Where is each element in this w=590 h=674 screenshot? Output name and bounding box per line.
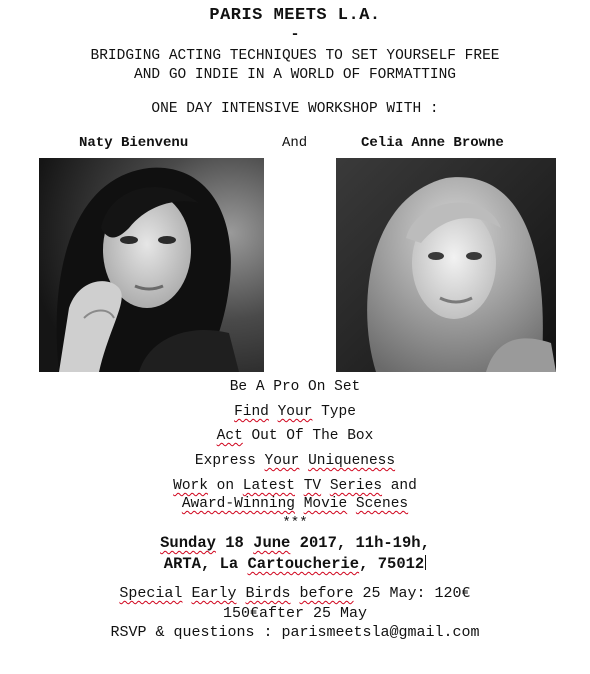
topic-text	[295, 496, 304, 512]
instructor-name-left: Naty Bienvenu	[79, 135, 189, 151]
topic-text: Series	[329, 478, 383, 494]
subtitle-line-1: BRIDGING ACTING TECHNIQUES TO SET YOURSELF FREE	[90, 48, 500, 64]
portrait-left-illustration	[39, 158, 264, 372]
topic-text: Type	[312, 404, 356, 420]
price-text: Special	[119, 585, 183, 602]
title-dash: -	[290, 26, 300, 43]
early-bird-price	[0, 585, 590, 602]
workshop-line: ONE DAY INTENSIVE WORKSHOP WITH :	[151, 101, 439, 117]
topic-text: Award-Winning	[181, 496, 295, 512]
event-date	[0, 534, 590, 552]
and-label: And	[282, 135, 308, 151]
portrait-photo-right	[336, 158, 556, 372]
event-text: 2017, 11h-19h,	[290, 534, 430, 552]
topic-movie-scenes	[0, 496, 590, 512]
topic-find-your-type	[0, 404, 590, 420]
topic-text	[299, 453, 308, 469]
poster-title: PARIS MEETS L.A.	[209, 6, 381, 25]
text-cursor	[425, 555, 426, 570]
price-text: Birds	[245, 585, 291, 602]
topic-text	[295, 478, 304, 494]
price-text: 25 May: 120€	[353, 585, 471, 602]
topic-text: Uniqueness	[308, 453, 396, 469]
topic-text	[347, 496, 356, 512]
event-text: Sunday	[160, 534, 216, 552]
portrait-right-illustration	[336, 158, 556, 372]
instructor-name-right: Celia Anne Browne	[361, 135, 504, 151]
topic-text: Work	[173, 478, 208, 494]
topic-text: Scenes	[355, 496, 409, 512]
event-text: 18	[215, 534, 254, 552]
topic-text: Act	[216, 428, 243, 444]
rsvp-contact: RSVP & questions : parismeetsla@gmail.com	[110, 624, 480, 641]
topic-express-uniqueness	[0, 453, 590, 469]
topic-text: Movie	[303, 496, 348, 512]
event-text: June	[253, 534, 291, 552]
topic-text	[269, 404, 278, 420]
topic-text: Express	[194, 453, 265, 469]
topic-pro-on-set: Be A Pro On Set	[229, 379, 361, 395]
topic-tv-series	[0, 478, 590, 494]
topic-text: Your	[277, 404, 313, 420]
topic-act-out-of-the-box	[0, 428, 590, 444]
regular-price: 150€after 25 May	[222, 605, 368, 622]
event-text: ARTA, La	[163, 555, 248, 573]
portrait-photo-left	[39, 158, 264, 372]
price-text: before	[299, 585, 354, 602]
event-text: Cartoucherie	[247, 555, 360, 573]
topic-text: Out Of The Box	[242, 428, 374, 444]
topic-text: Your	[264, 453, 300, 469]
event-location	[0, 555, 590, 573]
event-text: , 75012	[359, 555, 425, 573]
price-text: Early	[191, 585, 237, 602]
topic-text	[321, 478, 330, 494]
topic-text: on	[207, 478, 243, 494]
separator-stars: ***	[282, 515, 308, 531]
topic-text: and	[382, 478, 417, 494]
price-text	[291, 585, 300, 602]
topic-text: Latest	[242, 478, 295, 494]
subtitle-line-2: AND GO INDIE IN A WORLD OF FORMATTING	[134, 67, 456, 83]
topic-text: TV	[303, 478, 322, 494]
topic-text: Find	[234, 404, 269, 420]
